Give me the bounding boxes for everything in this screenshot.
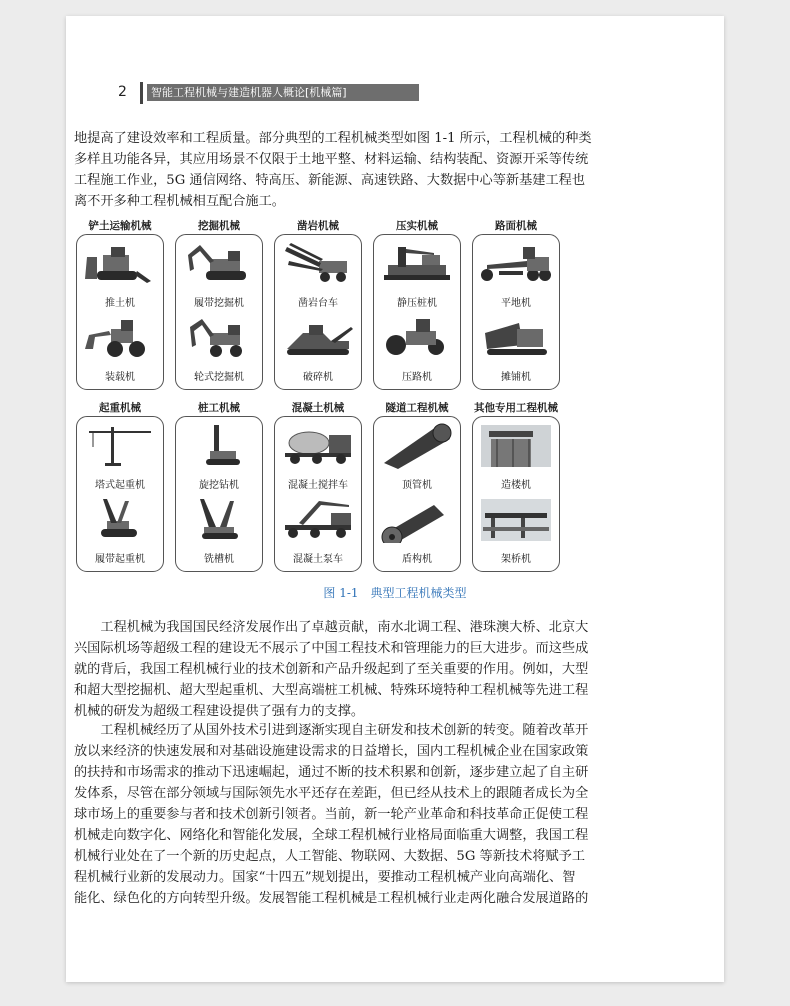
machine-label: 旋挖钻机	[199, 480, 239, 491]
category-box	[76, 416, 164, 572]
paragraph-3-line: 机械行业处在了一个新的历史起点，人工智能、物联网、大数据、5G 等新技术将赋予工	[74, 849, 586, 864]
machine-label: 装载机	[105, 372, 135, 383]
machine-label: 摊铺机	[501, 372, 531, 383]
paragraph-3-line: 的扶持和市场需求的推动下迅速崛起，通过不断的技术积累和创新，逐步建立起了自主研	[74, 765, 589, 780]
crawler-crane-icon	[81, 497, 159, 543]
machine-label: 静压桩机	[397, 298, 437, 309]
bulldozer-icon	[81, 241, 159, 287]
running-title: 智能工程机械与建造机器人概论[机械篇]	[147, 84, 419, 101]
category-title: 压实机械	[396, 220, 438, 232]
category-title: 路面机械	[495, 220, 537, 232]
category-box	[175, 234, 263, 390]
rotary-drill-icon	[180, 423, 258, 469]
bridge-erector-icon	[477, 497, 555, 543]
machine-label: 破碎机	[303, 372, 333, 383]
category-box	[472, 234, 560, 390]
machine-label: 架桥机	[501, 554, 531, 565]
machine-label: 顶管机	[402, 480, 432, 491]
figure-caption: 图 1-1 典型工程机械类型	[323, 586, 467, 600]
crusher-icon	[279, 315, 357, 361]
machine-label: 塔式起重机	[95, 480, 145, 491]
paver-icon	[477, 315, 555, 361]
category-title: 凿岩机械	[297, 220, 339, 232]
machine-label: 推土机	[105, 298, 135, 309]
category-title: 其他专用工程机械	[474, 402, 558, 414]
category-box	[76, 234, 164, 390]
building-machine-icon	[477, 423, 555, 469]
paragraph-3-line: 工程机械经历了从国外技术引进到逐渐实现自主研发和技术创新的转变。随着改革开	[100, 723, 589, 738]
trench-cutter-icon	[180, 497, 258, 543]
category-title: 挖掘机械	[198, 220, 240, 232]
tower-crane-icon	[81, 423, 159, 469]
paragraph-3-line: 球市场上的重要参与者和技术创新引领者。当前，新一轮产业革命和科技革命正促使工程	[74, 807, 589, 822]
category-box	[373, 416, 461, 572]
category-box	[274, 416, 362, 572]
intro-paragraph-line: 离不开多种工程机械相互配合施工。	[74, 194, 285, 209]
paragraph-3-line: 能化、绿色化的方向转型升级。发展智能工程机械是工程机械行业走两化融合发展道路的	[74, 891, 589, 906]
intro-paragraph-line: 多样且功能各异，其应用场景不仅限于土地平整、材料运输、结构装配、资源开采等传统	[74, 152, 589, 167]
paragraph-3-line: 程机械行业新的发展动力。国家“十四五”规划提出，要推动工程机械产业向高端化、智	[74, 870, 576, 885]
machine-label: 履带挖掘机	[194, 298, 244, 309]
category-title: 铲土运输机械	[88, 220, 152, 232]
figure-1-1	[76, 204, 644, 574]
loader-icon	[81, 315, 159, 361]
paragraph-2-line: 机械的研发为超级工程建设提供了强有力的支撑。	[74, 704, 365, 719]
drill-jumbo-icon	[279, 241, 357, 287]
paragraph-2-line: 兴国际机场等超级工程的建设无不展示了中国工程技术和管理能力的巨大进步。而这些成	[74, 641, 589, 656]
category-box	[175, 416, 263, 572]
crawler-excavator-icon	[180, 241, 258, 287]
header-divider	[140, 82, 143, 104]
mixer-truck-icon	[279, 423, 357, 469]
paragraph-3-line: 发体系，尽管在部分领域与国际领先水平还存在差距，但已经从技术上的跟随者成长为全	[74, 786, 589, 801]
category-title: 混凝土机械	[291, 402, 345, 414]
machine-label: 凿岩台车	[298, 298, 338, 309]
machine-label: 盾构机	[402, 554, 432, 565]
pile-press-icon	[378, 241, 456, 287]
wheel-excavator-icon	[180, 315, 258, 361]
category-box	[274, 234, 362, 390]
page-number: 2	[118, 84, 127, 100]
intro-paragraph-line: 工程施工作业，5G 通信网络、特高压、新能源、高速铁路、大数据中心等新基建工程也	[74, 173, 586, 188]
paragraph-2-line: 就的背后，我国工程机械行业的技术创新和产品升级起到了至关重要的作用。例如，大型	[74, 662, 589, 677]
category-title: 起重机械	[99, 402, 141, 414]
machine-label: 铣槽机	[204, 554, 234, 565]
paragraph-3-line: 机械走向数字化、网络化和智能化发展，全球工程机械行业格局面临重大调整，我国工程	[74, 828, 589, 843]
category-box	[472, 416, 560, 572]
pump-truck-icon	[279, 497, 357, 543]
machine-label: 造楼机	[501, 480, 531, 491]
tbm-icon	[378, 497, 456, 543]
machine-label: 混凝土搅拌车	[288, 480, 348, 491]
machine-label: 压路机	[402, 372, 432, 383]
grader-icon	[477, 241, 555, 287]
machine-label: 履带起重机	[95, 554, 145, 565]
category-title: 隧道工程机械	[385, 402, 449, 414]
paragraph-3-line: 放以来经济的快速发展和对基础设施建设需求的日益增长，国内工程机械企业在国家政策	[74, 744, 589, 759]
machine-label: 轮式挖掘机	[194, 372, 244, 383]
paragraph-2-line: 工程机械为我国国民经济发展作出了卓越贡献，南水北调工程、港珠澳大桥、北京大	[100, 620, 589, 635]
pipe-jacking-icon	[378, 423, 456, 469]
category-title: 桩工机械	[198, 402, 240, 414]
paragraph-2-line: 和超大型挖掘机、超大型起重机、大型高端桩工机械、特殊环境特种工程机械等先进工程	[74, 683, 589, 698]
machine-label: 平地机	[501, 298, 531, 309]
category-box	[373, 234, 461, 390]
road-roller-icon	[378, 315, 456, 361]
machine-label: 混凝土泵车	[293, 554, 343, 565]
intro-paragraph-line: 地提高了建设效率和工程质量。部分典型的工程机械类型如图 1-1 所示，工程机械的种类	[74, 131, 592, 146]
